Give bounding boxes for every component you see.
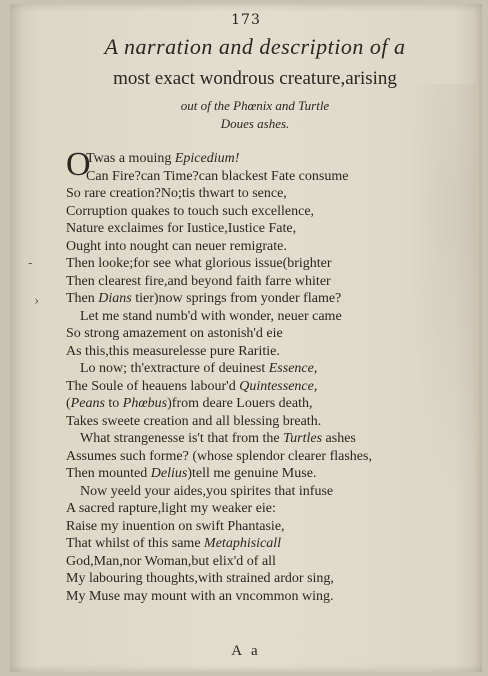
poem-line: Let me stand numb'd with wonder, neuer came [80,308,342,324]
poem-line: Nature exclaimes for Iustice,Iustice Fate, [66,221,297,236]
poem-line [66,465,466,483]
page-number: 173 [231,12,261,28]
poem-line: My Muse may mount with an vncommon wing. [66,588,334,604]
title-line-3: out of the Phœnix and Turtle [180,98,330,113]
poem-line [66,378,466,396]
poem-line: Then clearest fire,and beyond faith farre whiter [66,273,331,289]
poem-line: Raise my inuention on swift Phantasie, [66,518,285,534]
poem-line: A sacred rapture,light my weaker eie: [66,501,276,516]
poem-text: The Soule of heauens labour'd [66,378,240,394]
poem-line [66,535,466,553]
poem-italic: Essence, [268,361,318,376]
poem-line: Takes sweete creation and all blessing breath. [66,413,322,429]
margin-mark: - [28,256,33,271]
poem-line: Corruption quakes to touch such excellence, [66,203,315,219]
poem-italic: Phœbus [122,396,168,411]
drop-cap: O [66,146,91,183]
poem-text: )tell me genuine Muse. [187,466,317,481]
title-line-2: most exact wondrous creature,arising [113,68,397,89]
poem-line: Can Fire?can Time?can blackest Fate consume [86,168,349,184]
poem-italic: Peans [70,396,105,411]
poem-line [66,360,466,378]
poem-line: Now yeeld your aides,you spirites that infuse [80,483,334,499]
poem-text: What strangenesse is't that from the [80,431,284,446]
title-line-1: A narration and description of a [104,34,406,59]
margin-mark: › [34,294,40,309]
poem-line: Ought into nought can neuer remigrate. [66,238,287,254]
poem-text: ( [66,396,71,411]
poem-text: Then [66,291,99,306]
poem-italic: Dians [98,291,132,306]
poem-italic: Epicedium! [174,151,240,166]
poem-text: to [104,396,123,411]
title-line-4: Doues ashes. [220,116,290,131]
poem-text: That whilst of this same [66,536,205,551]
poem-italic: Turtles [283,431,323,446]
poem-line: Assumes such forme? (whose splendor clearer flashes, [66,448,372,464]
signature-mark: A a [231,643,261,659]
poem-italic: Metaphisicall [204,536,282,551]
poem-text: tier)now springs from yonder flame? [131,291,342,306]
poem-line [66,290,466,308]
poem-italic: Quintessence, [239,378,318,394]
poem-line: So rare creation?No;tis thwart to sence, [66,186,287,201]
poem-text: Twas a mouing [86,151,175,166]
poem-line: My labouring thoughts,with strained ardor sing, [66,571,334,586]
poem-text: Then mounted [66,466,151,481]
book-page [10,4,482,672]
poem-text: ashes [322,431,356,446]
poem-line: God,Man,nor Woman,but elix'd of all [66,553,276,569]
poem-line [66,395,466,413]
poem-line: As this,this measurelesse pure Raritie. [66,343,280,359]
poem-text: Lo now; th'extracture of deuinest [80,361,269,376]
poem-text: )from deare Louers death, [167,396,313,411]
poem-line: Then looke;for see what glorious issue(brighter [66,256,332,271]
poem-italic: Delius [150,466,188,481]
poem-body [66,146,466,605]
poem-line: So strong amazement on astonish'd eie [66,326,283,341]
poem-line [66,430,466,448]
